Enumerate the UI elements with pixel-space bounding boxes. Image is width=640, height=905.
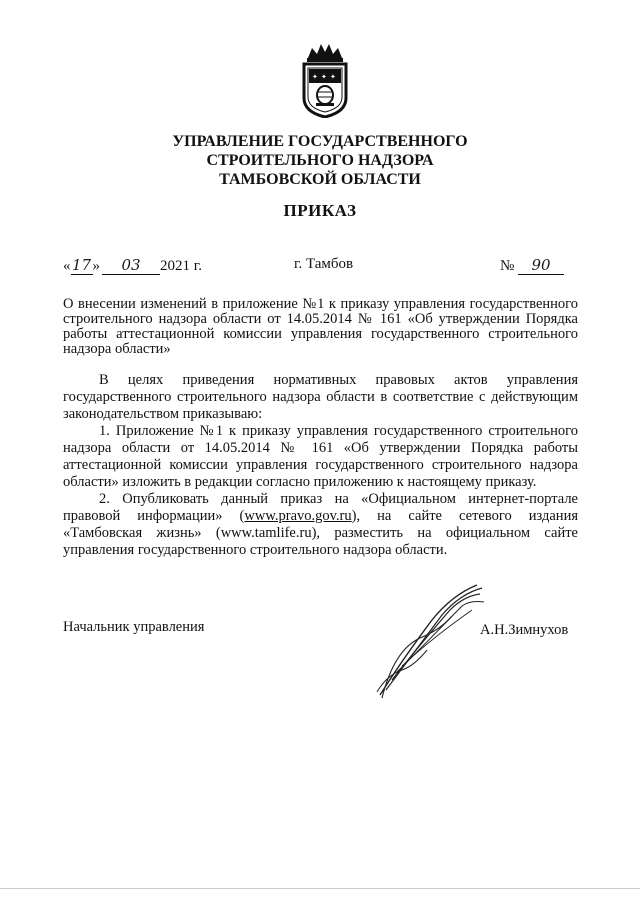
order-body bbox=[63, 372, 578, 559]
order-subject: О внесении изменений в приложение №1 к приказу управления государственного строительного надзора области от 14.05.2014 № 161 «Об утверждении Порядка работы аттестационной комиссии управления государственного строительного надзора области» bbox=[63, 296, 578, 357]
svg-text:✦: ✦ bbox=[330, 73, 336, 81]
svg-text:✦: ✦ bbox=[312, 73, 318, 81]
organization-line-1: УПРАВЛЕНИЕ ГОСУДАРСТВЕННОГО bbox=[172, 133, 468, 150]
tambov-coat-of-arms-icon bbox=[298, 42, 352, 118]
signatory-name: А.Н.Зимнухов bbox=[480, 622, 569, 638]
svg-text:✦: ✦ bbox=[321, 73, 327, 81]
handwritten-signature bbox=[372, 580, 487, 702]
body-item-1: 1. Приложение №1 к приказу управления государственного строительного надзора области от 14.05.2014 № 161 «Об утверждении Порядка работы аттестационной комиссии управления государственного строительного надзора области» изложить в редакции согласно приложению к настоящему приказу. bbox=[63, 423, 578, 490]
number-value: 90 bbox=[518, 256, 564, 275]
date-close-quote: » bbox=[92, 258, 100, 274]
organization-heading bbox=[0, 132, 640, 189]
organization-line-3: ТАМБОВСКОЙ ОБЛАСТИ bbox=[219, 171, 421, 188]
date-open-quote: « bbox=[63, 258, 71, 274]
scan-edge-line bbox=[0, 888, 640, 889]
number-label: № bbox=[500, 258, 515, 274]
organization-line-2: СТРОИТЕЛЬНОГО НАДЗОРА bbox=[206, 152, 434, 169]
item2-text-end: ), на сайте сетевого издания «Тамбовская жизнь» (www.tamlife.ru), разместить на официальном сайте управления государственного строительного надзора области. bbox=[63, 508, 578, 558]
date-year: 2021 г. bbox=[160, 258, 202, 274]
body-intro: В целях приведения нормативных правовых актов управления государственного строительного надзора области в соответствие с действующим законодательством приказываю: bbox=[63, 372, 578, 422]
signatory-position: Начальник управления bbox=[63, 619, 205, 635]
date-month: 03 bbox=[102, 256, 160, 275]
order-date bbox=[63, 256, 202, 275]
body-item-2 bbox=[63, 491, 578, 559]
document-title: ПРИКАЗ bbox=[283, 201, 357, 220]
item2-text-start: 2. Опубликовать данный приказ на «Официальном интернет-портале правовой информации» ( bbox=[63, 491, 578, 524]
pravo-link[interactable]: www.pravo.gov.ru bbox=[244, 508, 352, 524]
order-number bbox=[500, 256, 564, 275]
city: г. Тамбов bbox=[294, 256, 354, 272]
date-day: 17 bbox=[71, 256, 92, 274]
